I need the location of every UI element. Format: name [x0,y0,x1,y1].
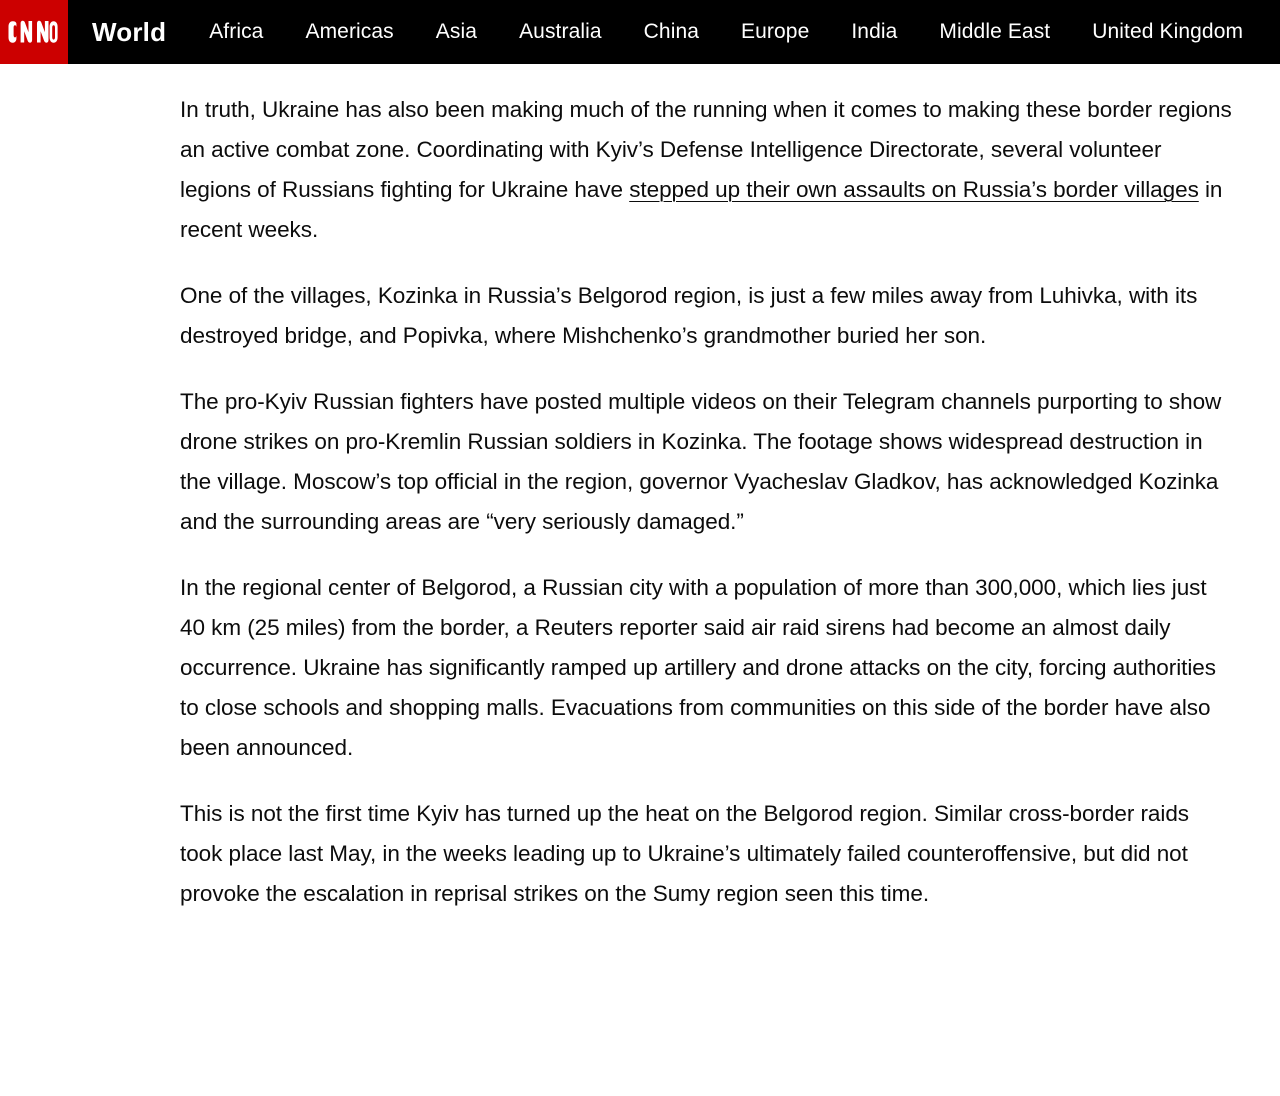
cnn-logo[interactable] [0,0,68,64]
nav-item-india[interactable]: India [851,20,898,43]
article-body [0,64,1280,914]
article-paragraph: This is not the first time Kyiv has turned up the heat on the Belgorod region. Similar cross-border raids took place last May, in the weeks leading up to Ukraine’s ultimately failed counteroffensive, but did not provoke the escalation in reprisal strikes on the Sumy region seen this time. [180,801,1189,906]
article-paragraph: One of the villages, Kozinka in Russia’s Belgorod region, is just a few miles away from Luhivka, with its destroyed bridge, and Popivka, where Mishchenko’s grandmother buried her son. [180,283,1198,348]
nav-item-americas[interactable]: Americas [305,20,394,43]
inline-article-link[interactable]: stepped up their own assaults on Russia’s border villages [629,177,1199,202]
nav-items [188,0,1264,64]
nav-item-middle-east[interactable]: Middle East [939,20,1051,43]
nav-item-africa[interactable]: Africa [209,20,264,43]
article-paragraph [0,90,1280,250]
nav-item-europe[interactable]: Europe [741,20,810,43]
nav-item-united-kingdom[interactable]: United Kingdom [1092,20,1244,43]
top-navigation-bar [0,0,1280,64]
nav-section-title[interactable]: World [92,16,167,47]
nav-item-australia[interactable]: Australia [519,20,602,43]
paragraph-text-after-link: in recent weeks. [180,177,1223,242]
nav-item-china[interactable]: China [643,20,700,43]
article-paragraph: The pro-Kyiv Russian fighters have posted multiple videos on their Telegram channels purporting to show drone strikes on pro-Kremlin Russian soldiers in Kozinka. The footage shows widespread destruction in the village. Moscow’s top official in the region, governor Vyacheslav Gladkov, has acknowledged Kozinka and the surrounding areas are “very seriously damaged.” [180,389,1222,534]
article-paragraph: In the regional center of Belgorod, a Russian city with a population of more than 300,000, which lies just 40 km (25 miles) from the border, a Reuters reporter said air raid sirens had become an almost daily occurrence. Ukraine has significantly ramped up artillery and drone attacks on the city, forcing authorities to close schools and shopping malls. Evacuations from communities on this side of the border have also been announced. [180,575,1216,760]
paragraph-text-before-link: In truth, Ukraine has also been making much of the running when it comes to making these border regions an active combat zone. Coordinating with Kyiv’s Defense Intelligence Directorate, several volunteer legions of Russians fighting for Ukraine have [180,97,1232,202]
nav-item-asia[interactable]: Asia [435,20,478,43]
